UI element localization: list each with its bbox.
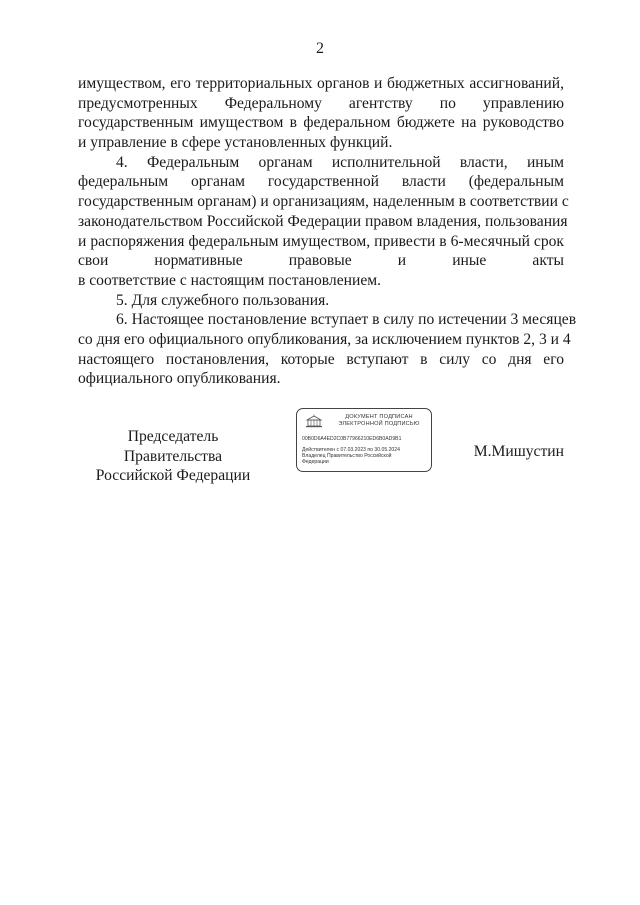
text-line: свои нормативные правовые и иные акты bbox=[78, 252, 564, 270]
text-line: настоящего постановления, которые вступают в силу со дня его bbox=[78, 350, 564, 368]
page-number: 2 bbox=[316, 40, 324, 57]
text-line: официального опубликования. bbox=[78, 370, 281, 388]
signer-name: М.Мишустин bbox=[473, 443, 564, 460]
text-line: в соответствие с настоящим постановлением. bbox=[78, 271, 382, 289]
stamp-title: ДОКУМЕНТ ПОДПИСАН ЭЛЕКТРОННОЙ ПОДПИСЬЮ bbox=[338, 414, 420, 427]
stamp-certificate: 00B0D6A4ED2C0B77966210ED6B0AD9B1 bbox=[302, 436, 402, 442]
text-line: и распоряжения федеральным имуществом, привести в 6-месячный срок bbox=[78, 232, 564, 250]
signer-title bbox=[78, 427, 268, 486]
text-line: 5. Для служебного пользования. bbox=[116, 291, 330, 309]
signer-title-line: Председатель Правительства bbox=[123, 428, 223, 465]
signer-title-line: Российской Федерации bbox=[95, 467, 251, 484]
text-line: и управление в сфере установленных функций. bbox=[78, 134, 393, 152]
text-line: 6. Настоящее постановление вступает в силу по истечении 3 месяцев bbox=[116, 311, 577, 329]
body-text bbox=[78, 74, 577, 389]
electronic-signature-stamp bbox=[296, 408, 432, 472]
stamp-owner: Федерации bbox=[302, 459, 329, 465]
text-line: имуществом, его территориальных органов и бюджетных ассигнований, bbox=[78, 75, 564, 92]
text-line: федеральным органам государственной власти (федеральным bbox=[78, 173, 564, 191]
emblem-icon bbox=[305, 414, 323, 428]
text-line: предусмотренных Федеральному агентству по управлению bbox=[78, 94, 564, 112]
text-line: со дня его официального опубликования, за исключением пунктов 2, 3 и 4 bbox=[78, 330, 571, 348]
text-line: государственным органам) и организациям, наделенным в соответствии с bbox=[78, 193, 569, 211]
stamp-validity: Действителен с 07.03.2023 по 30.05.2024 bbox=[302, 447, 400, 453]
stamp-owner: Владелец Правительство Российской bbox=[302, 453, 392, 459]
text-line: государственным имуществом в федеральном бюджете на руководство bbox=[78, 114, 564, 132]
text-line: 4. Федеральным органам исполнительной власти, иным bbox=[116, 153, 564, 171]
text-line: законодательством Российской Федерации правом владения, пользования bbox=[78, 212, 568, 230]
